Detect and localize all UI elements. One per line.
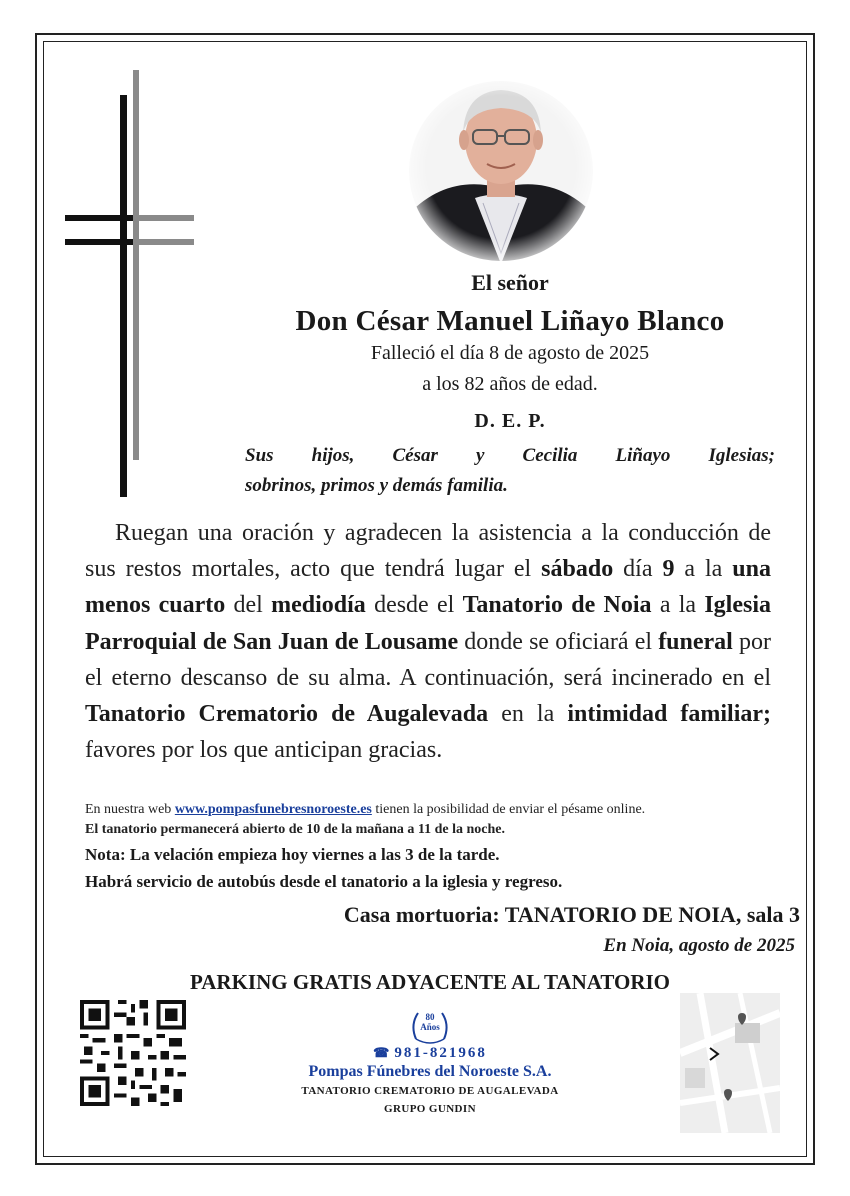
company-group: GRUPO GUNDIN [384,1103,476,1115]
age-line: a los 82 años de edad. [422,373,598,395]
family-line-2: sobrinos, primos y demás familia. [245,475,508,496]
web-note: En nuestra web www.pompasfunebresnoroeste.es tienen la posibilidad de enviar el pésame online. [85,802,646,817]
place-date: En Noia, agosto de 2025 [603,935,795,956]
parking-note: PARKING GRATIS ADYACENTE AL TANATORIO [190,970,670,994]
phone-number[interactable]: ☎ 981-821968 [373,1045,487,1061]
company-subtitle: TANATORIO CREMATORIO DE AUGALEVADA [301,1085,559,1097]
anniversary-logo-text: 80 Años [420,1012,440,1032]
honorific: El señor [471,270,549,295]
location-map[interactable] [680,993,780,1133]
main-announcement: Ruegan una oración y agradecen la asistencia a la conducción de sus restos mortales, acto que tendrá lugar el sábado día 9 a la una menos cuarto del mediodía desde el Tanatorio de Noia a la Iglesia Parroquial de San Juan de Lousame donde se oficiará el funeral por el eterno descanso de su alma. A continuación, será incinerado en el Tanatorio Crematorio de Augalevada en la intimidad familiar; favores por los que anticipan gracias. [85,520,772,764]
death-date: Falleció el día 8 de agosto de 2025 [370,342,650,364]
deceased-name: Don César Manuel Liñayo Blanco [295,305,725,337]
family-line-1: Sus hijos, César y Cecilia Liñayo Iglesias; [245,445,775,466]
dep-text: D. E. P. [474,410,546,432]
bus-note: Habrá servicio de autobús desde el tanatorio a la iglesia y regreso. [85,872,563,891]
hours-note: El tanatorio permanecerá abierto de 10 de la mañana a 11 de la noche. [85,822,505,837]
phone-icon: ☎ [373,1045,392,1060]
qr-code-icon[interactable] [80,1000,186,1106]
portrait-photo [405,78,597,264]
website-link[interactable]: www.pompasfunebresnoroeste.es [174,802,372,817]
company-name: Pompas Fúnebres del Noroeste S.A. [308,1063,552,1080]
casa-mortuoria: Casa mortuoria: TANATORIO DE NOIA, sala 3 [343,902,800,927]
velacion-note: Nota: La velación empieza hoy viernes a las 3 de la tarde. [85,845,500,864]
